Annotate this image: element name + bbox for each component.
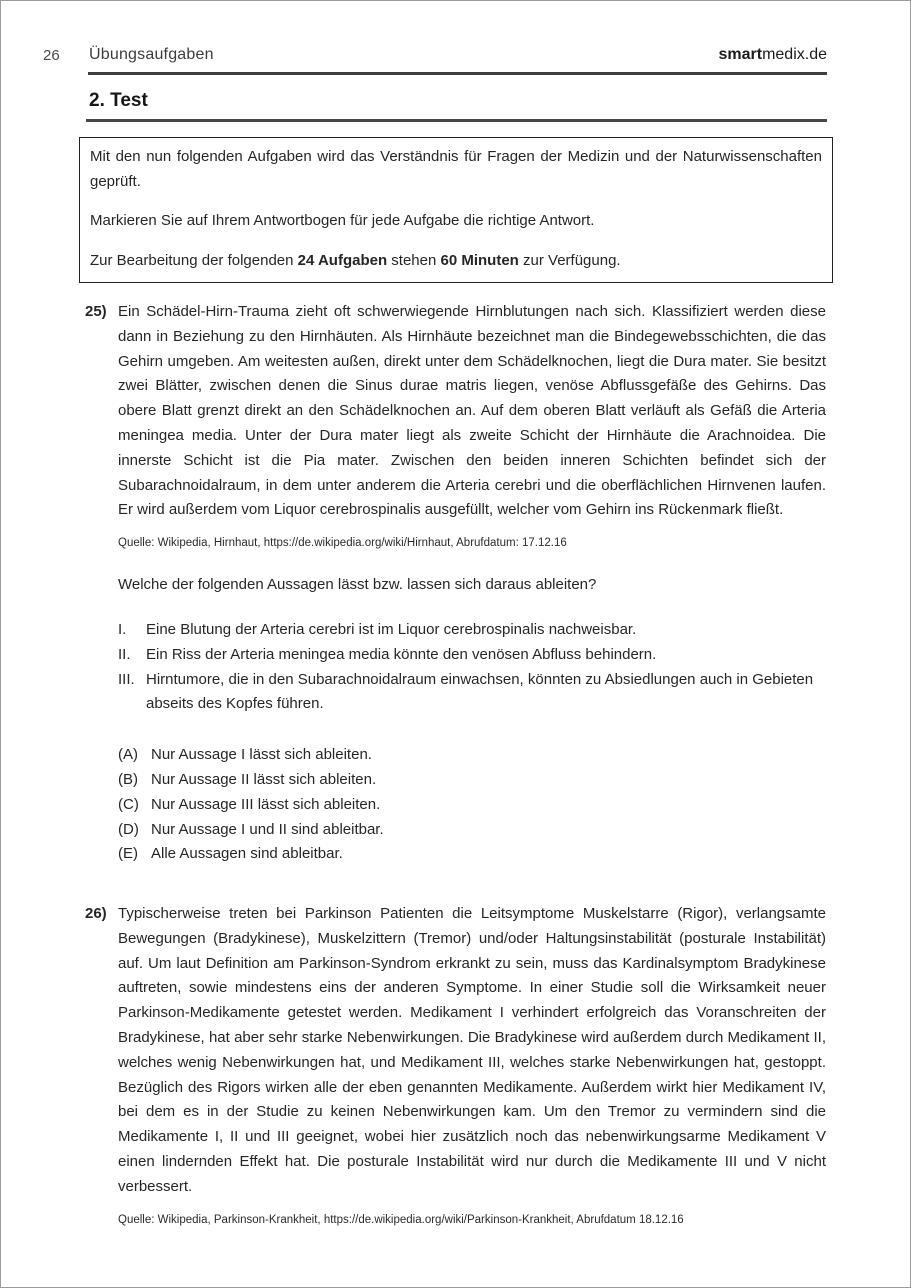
option-text: Nur Aussage I lässt sich ableiten. [151, 746, 372, 764]
question-25 [85, 300, 826, 867]
statement-item [118, 618, 826, 643]
instruction-p3-minutes: 60 Minuten [440, 251, 519, 269]
answer-option [118, 842, 826, 867]
statement-label: I. [118, 620, 127, 638]
header-divider [88, 72, 827, 75]
question-26-source: Quelle: Wikipedia, Parkinson-Krankheit, https://de.wikipedia.org/wiki/Parkinson-Krankheit, Abrufdatum 18.12.16 [118, 1213, 684, 1226]
statement-text: Eine Blutung der Arteria cerebri ist im Liquor cerebrospinalis nachweisbar. [146, 620, 637, 638]
instruction-p3-post: zur Verfügung. [518, 251, 621, 269]
answer-option [118, 743, 826, 768]
brand-logo [1, 46, 827, 64]
instruction-p3-pre: Zur Bearbeitung der folgenden [90, 251, 298, 269]
statement-label: II. [118, 645, 131, 663]
question-25-source: Quelle: Wikipedia, Hirnhaut, https://de.wikipedia.org/wiki/Hirnhaut, Abrufdatum: 17.12.16 [118, 537, 567, 550]
instruction-paragraph-2: Markieren Sie auf Ihrem Antwortbogen für jede Aufgabe die richtige Antwort. [90, 212, 595, 230]
question-26-number: 26) [85, 905, 107, 922]
question-26 [85, 902, 826, 1228]
option-label: (A) [118, 746, 138, 764]
question-25-number: 25) [85, 303, 107, 320]
option-text: Nur Aussage I und II sind ableitbar. [151, 820, 384, 838]
question-26-text: Typischerweise treten bei Parkinson Patienten die Leitsymptome Muskelstarre (Rigor), verlangsamte Bewegungen (Bradykinese), Muskelzittern (Tremor) und/oder Haltungsinstabilität (posturale Instabilität) auf. Um laut Definition am Parkinson-Syndrom erkrankt zu sein, muss das Kardinalsymptom Bradykinese auftreten, sowie mindestens eins der anderen Symptome. In einer Studie soll die Wirksamkeit neuer Parkinson-Medikamente getestet werden. Medikament I verhindert erfolgreich das Voranschreiten der Bradykinese, hat aber sehr starke Nebenwirkungen. Die Bradykinese wird außerdem durch Medikament II, welches wenig Nebenwirkungen hat, und Medikament III, welches starke Nebenwirkungen hat, gestoppt. Bezüglich des Rigors wirken alle der eben genannten Medikamente. Außerdem wirkt hier Medikament IV, bei dem es in der Studie zu keinen Nebenwirkungen kam. Um den Tremor zu vermindern sind die Medikamente I, II und III geeignet, wobei hier zusätzlich noch das nebenwirkungsarme Medikament V einen lindernden Effekt hat. Die posturale Instabilität wird nur durch die Medikamente III und V nicht verbessert. [118, 905, 826, 1195]
option-label: (E) [118, 845, 138, 863]
instruction-p3-mid: stehen [387, 251, 441, 269]
statement-text: Hirntumore, die in den Subarachnoidalraum einwachsen, könnten zu Absiedlungen auch in Gebieten abseits des Kopfes führen. [146, 670, 814, 713]
question-25-statements [118, 618, 826, 717]
option-label: (C) [118, 795, 139, 813]
brand-regular-part: medix.de [762, 46, 827, 63]
answer-option [118, 768, 826, 793]
statement-text: Ein Riss der Arteria meningea media könnte den venösen Abfluss behindern. [146, 645, 657, 663]
header-section-title: Übungsaufgaben [89, 46, 214, 63]
section-title: 2. Test [89, 90, 148, 111]
option-text: Nur Aussage II lässt sich ableiten. [151, 770, 377, 788]
answer-option [118, 818, 826, 843]
option-label: (D) [118, 820, 139, 838]
question-25-prompt: Welche der folgenden Aussagen lässt bzw. lassen sich daraus ableiten? [118, 576, 597, 594]
answer-option [118, 793, 826, 818]
title-divider [86, 119, 827, 122]
statement-item [118, 643, 826, 668]
instruction-paragraph-3 [90, 249, 822, 274]
option-text: Nur Aussage III lässt sich ableiten. [151, 795, 381, 813]
instruction-p3-task-count: 24 Aufgaben [297, 251, 388, 269]
page-number: 26 [43, 47, 60, 64]
option-label: (B) [118, 770, 138, 788]
question-25-options [118, 743, 826, 867]
option-text: Alle Aussagen sind ableitbar. [151, 845, 343, 863]
statement-label: III. [118, 670, 135, 688]
statement-item [118, 668, 826, 718]
question-25-text: Ein Schädel-Hirn-Trauma zieht oft schwerwiegende Hirnblutungen nach sich. Klassifiziert werden diese dann in Beziehung zu den Hirnhäuten. Als Hirnhäute bezeichnet man die Bindegewebsschichten, die das Gehirn umgeben. Am weitesten außen, direkt unter dem Schädelknochen, liegt die Dura mater. Sie besitzt zwei Blätter, zwischen denen die Sinus durae matris liegen, venöse Abflussgefäße des Gehirns. Das obere Blatt grenzt direkt an den Schädelknochen an. Auf dem oberen Blatt verläuft als Gefäß die Arteria meningea media. Unter der Dura mater liegt als zweite Schicht der Hirnhäute die Arachnoidea. Die innerste Schicht ist die Pia mater. Zwischen den beiden inneren Schichten befindet sich der Subarachnoidalraum, in dem unter anderem die Arteria cerebri und die oberflächlichen Hirnvenen laufen. Er wird außerdem vom Liquor cerebrospinalis ausgefüllt, welcher vom Gehirn ins Rückenmark fließt. [118, 303, 826, 519]
brand-bold-part: smart [718, 46, 763, 63]
instruction-paragraph-1: Mit den nun folgenden Aufgaben wird das Verständnis für Fragen der Medizin und der Naturwissenschaften geprüft. [90, 148, 822, 190]
instruction-box [79, 137, 833, 283]
